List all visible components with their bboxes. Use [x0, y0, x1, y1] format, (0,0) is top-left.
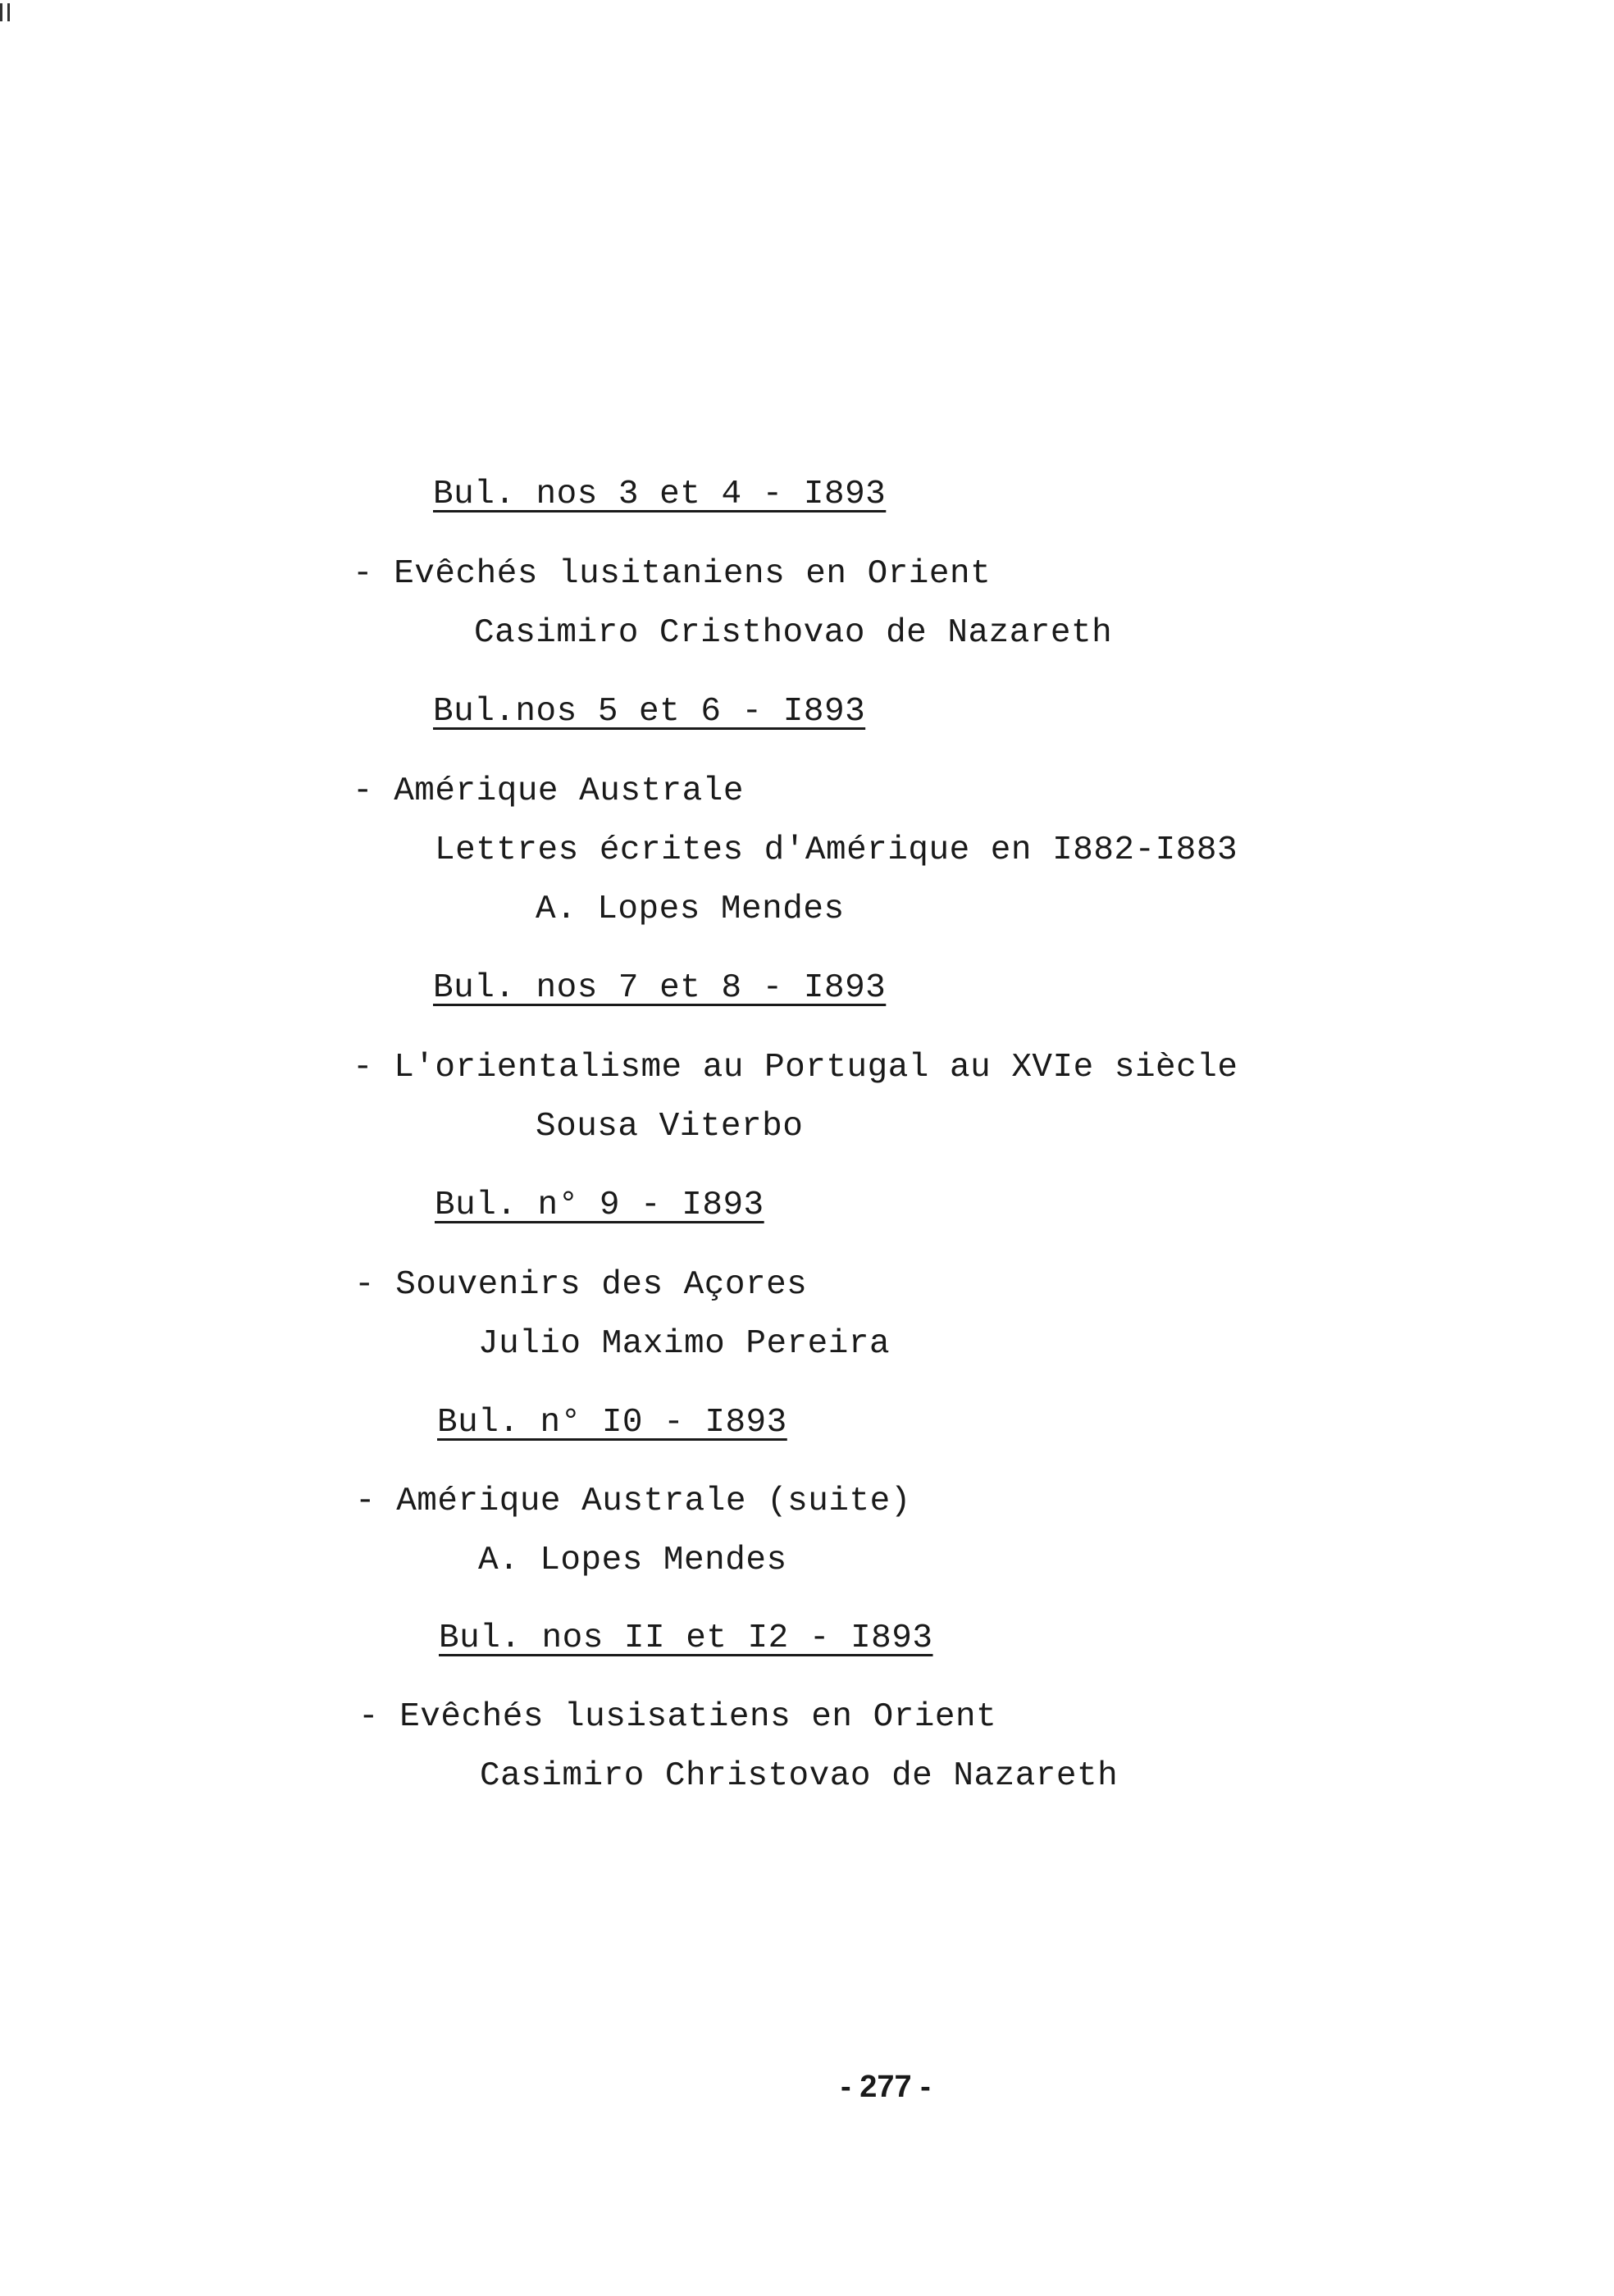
- section-heading: Bul. nos 7 et 8 - I893: [433, 969, 887, 1007]
- entry-author: Julio Maximo Pereira: [478, 1325, 891, 1363]
- section-heading: Bul. nos II et I2 - I893: [439, 1620, 933, 1657]
- section-heading: Bul. nos 3 et 4 - I893: [433, 476, 887, 513]
- section-heading: Bul.nos 5 et 6 - I893: [433, 693, 866, 731]
- section-heading: Bul. n° 9 - I893: [435, 1187, 764, 1224]
- entry-author: A. Lopes Mendes: [478, 1542, 787, 1579]
- entry-title: - Amérique Australe: [353, 772, 744, 810]
- entry-title: - L'orientalisme au Portugal au XVIe siècle: [353, 1049, 1238, 1086]
- entry-title: - Evêchés lusisatiens en Orient: [358, 1698, 997, 1736]
- page-number: - 277 -: [841, 2070, 931, 2104]
- entry-title: - Souvenirs des Açores: [354, 1266, 808, 1304]
- entry-title: - Amérique Australe (suite): [355, 1483, 911, 1520]
- entry-title: - Evêchés lusitaniens en Orient: [353, 555, 992, 593]
- entry-subtitle: Lettres écrites d'Amérique en I882-I883: [435, 831, 1238, 869]
- section-heading: Bul. n° I0 - I893: [437, 1404, 787, 1442]
- entry-author: A. Lopes Mendes: [536, 891, 845, 928]
- entry-author: Casimiro Christovao de Nazareth: [480, 1757, 1119, 1795]
- entry-author: Sousa Viterbo: [536, 1108, 804, 1146]
- scan-corner-mark: [0, 3, 10, 21]
- entry-author: Casimiro Cristhovao de Nazareth: [474, 614, 1113, 652]
